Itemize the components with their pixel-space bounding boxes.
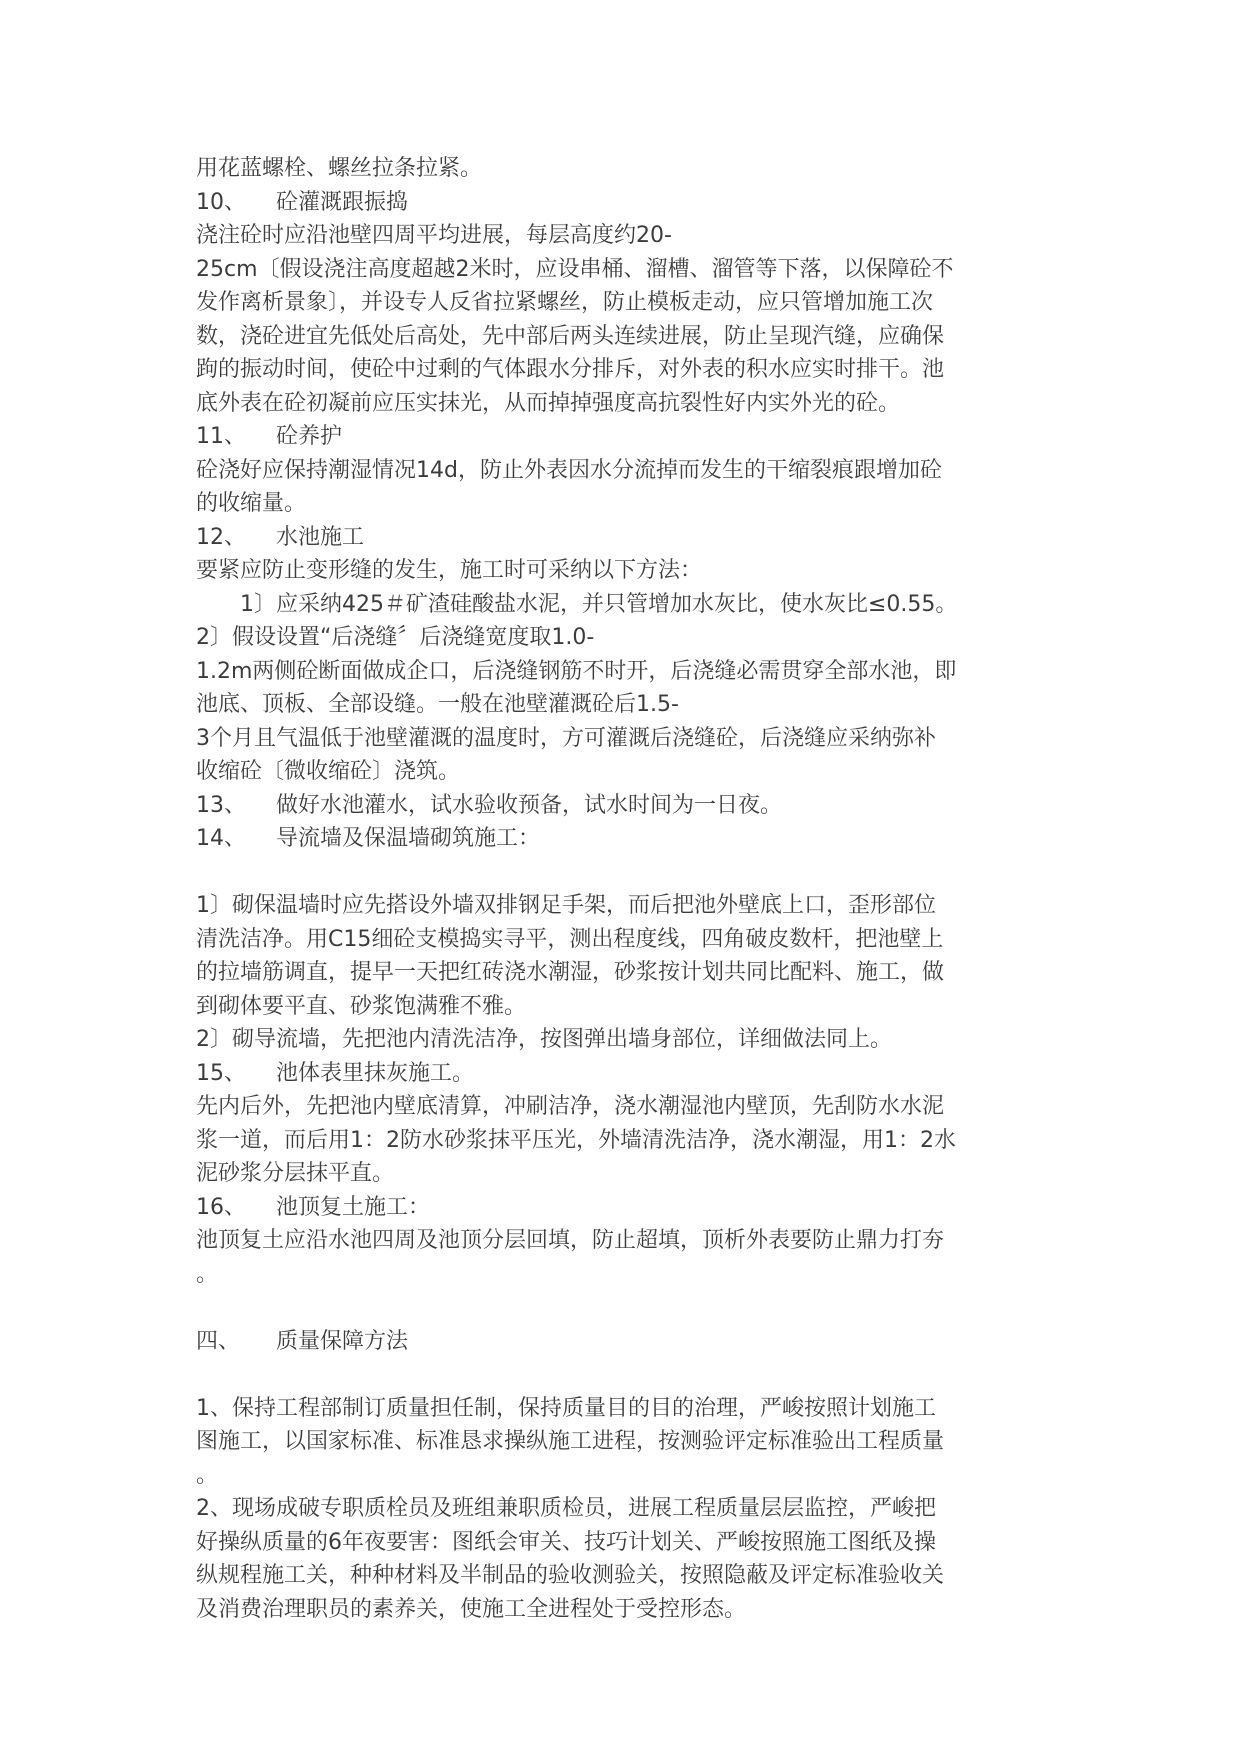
list-item: 2〕假设设置“后浇缝〞后浇缝宽度取1.0- [196,625,595,650]
section-title: 导流墙及保温墙砌筑施工： [276,826,541,851]
paragraph-line: 纵规程施工关，种种材料及半制品的验收测验关，按照隐蔽及评定标准验收关 [196,1563,945,1588]
section-title: 砼灌溉跟振捣 [276,189,409,215]
chapter-number: 四、 [196,1328,241,1354]
section-title: 水池施工 [276,524,365,550]
section-number: 13、 [196,792,246,818]
blank-line [196,1291,1056,1325]
paragraph-line: 要紧应防止变形缝的发生，施工时可采纳以下方法： [196,558,703,583]
list-item: 2、现场成破专职质栓员及班组兼职质检员，进展工程质量层层监控，严峻把 [196,1496,936,1521]
paragraph-line: 到砌体要平直、砂浆饱满雅不雅。 [196,993,527,1019]
section-heading-10 [196,186,1056,220]
paragraph-line: 25cm〔假设浇注高度超越2米时，应设串桶、溜槽、溜管等下落，以保障砼不 [196,256,954,282]
document-page [196,152,1056,1626]
paragraph-line: 池底、顶板、全部设缝。一般在池壁灌溉砼后1.5- [196,692,679,717]
paragraph-line: 用花蓝螺栓、螺丝拉条拉紧。 [196,156,483,181]
paragraph-line: 的收缩量。 [196,491,307,516]
section-heading-15 [196,1057,1056,1091]
paragraph-line: 泥砂浆分层抹平直。 [196,1161,395,1186]
section-number: 15、 [196,1060,246,1086]
paragraph-line: 浇注砼时应沿池壁四周平均进展，每层高度约20- [196,223,672,248]
paragraph-line: 清洗洁净。用C15细砼支模捣实寻平，测出程度线，四角破皮数杆，把池壁上 [196,926,944,952]
section-number: 16、 [196,1194,246,1220]
paragraph-line: 池顶复土应沿水池四周及池顶分层回填，防止超填，顶析外表要防止鼎力打夯 [196,1228,945,1253]
paragraph-line: 浆一道，而后用1：2防水砂浆抹平压光，外墙清洗洁净，浇水潮湿，用1：2水 [196,1127,956,1153]
paragraph-line: 收缩砼〔微收缩砼〕浇筑。 [196,759,461,784]
paragraph-line: 。 [196,1462,219,1488]
chapter-title: 质量保障方法 [276,1328,409,1354]
blank-line [196,1358,1056,1392]
list-item: 2〕砌导流墙，先把池内清洗洁净，按图弹出墙身部位，详细做法同上。 [196,1027,892,1052]
section-title: 池顶复土施工： [276,1194,431,1220]
paragraph-line: 及消费治理职员的素养关，使施工全进程处于受控形态。 [196,1596,747,1622]
paragraph-line: 图施工，以国家标准、标准恳求操纵施工进程，按测验评定标准验出工程质量 [196,1429,945,1454]
paragraph-line: 先内后外，先把池内壁底清算，冲刷洁净，浇水潮湿池内壁顶，先刮防水水泥 [196,1094,945,1119]
section-number: 12、 [196,524,246,550]
chapter-heading [196,1325,1056,1359]
section-title: 做好水池灌水，试水验收预备，试水时间为一日夜。 [276,792,783,818]
section-title: 池体表里抹灰施工。 [276,1060,475,1086]
section-number: 14、 [196,826,246,851]
paragraph-line: 底外表在砼初凝前应压实抹光，从而掉掉强度高抗裂性好内实外光的砼。 [196,390,901,416]
paragraph-line: 砼浇好应保持潮湿情况14d，防止外表因水分流掉而发生的干缩裂痕跟增加砼 [196,457,942,483]
section-heading-14 [196,822,1056,856]
section-heading-12 [196,521,1056,555]
paragraph-line: 发作离析景象〕，并设专人反省拉紧螺丝，防止模板走动，应只管增加施工次 [196,290,934,315]
paragraph-line: 3个月且气温低于池壁灌溉的温度时，方可灌溉后浇缝砼，后浇缝应采纳弥补 [196,725,936,751]
paragraph-line: 的拉墙筋调直，提早一天把红砖浇水潮湿，砂浆按计划共同比配料、施工，做 [196,960,945,985]
paragraph-line: 跔的振动时间，使砼中过剩的气体跟水分排斥，对外表的积水应实时排干。池 [196,357,945,382]
section-heading-16 [196,1191,1056,1225]
section-number: 10、 [196,189,246,215]
paragraph-line: 好操纵质量的6年夜要害：图纸会审关、技巧计划关、严峻按照施工图纸及操 [196,1529,936,1555]
blank-line [196,856,1056,890]
section-heading-13 [196,789,1056,823]
section-heading-11 [196,420,1056,454]
paragraph-line: 。 [196,1261,219,1287]
section-number: 11、 [196,424,246,449]
paragraph-line: 1.2m两侧砼断面做成企口，后浇缝钢筋不时开，后浇缝必需贯穿全部水池，即 [196,658,957,684]
list-item: 1〕应采纳425＃矿渣硅酸盐水泥，并只管增加水灰比，使水灰比≤0.55。 [240,591,958,617]
list-item: 1、保持工程部制订质量担任制，保持质量目的目的治理，严峻按照计划施工 [196,1395,936,1421]
section-title: 砼养护 [276,424,343,449]
paragraph-line: 数，浇砼进宜先低处后高处，先中部后两头连续进展，防止呈现汽缝，应确保 [196,323,945,349]
list-item: 1〕砌保温墙时应先搭设外墙双排钢足手架，而后把池外壁底上口，歪形部位 [196,893,936,918]
